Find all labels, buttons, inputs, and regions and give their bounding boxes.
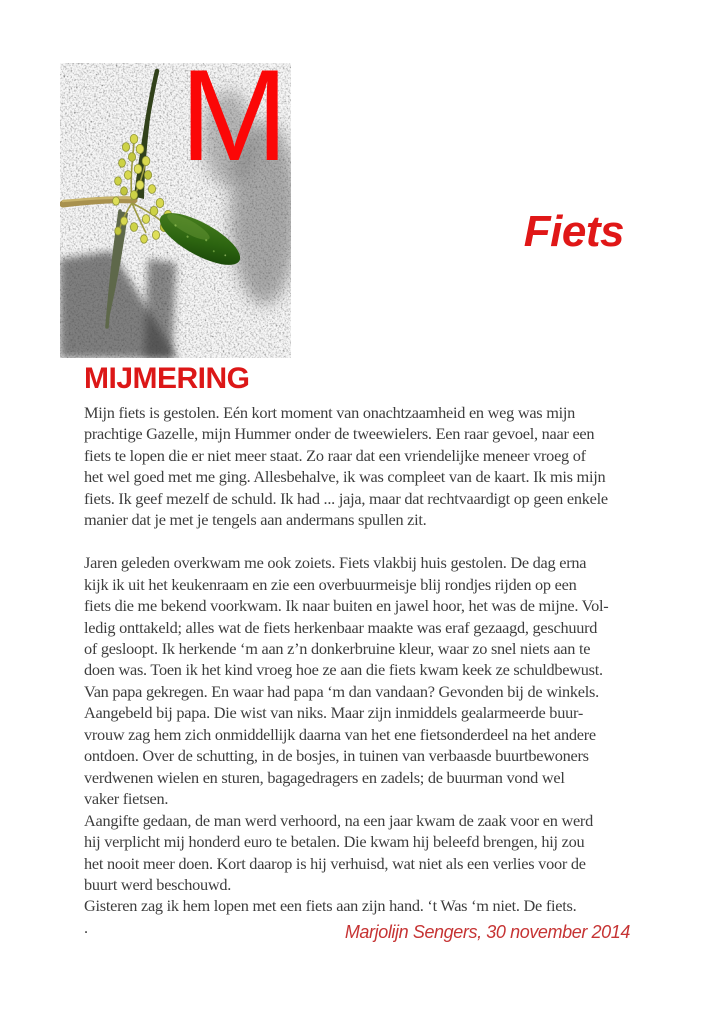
text-line: verdwenen wielen en sturen, bagagedragers en zadels; de buurman vond wel (84, 767, 565, 787)
text-line: Jaren geleden overkwam me ook zoiets. Fiets vlakbij huis gestolen. De dag erna (84, 553, 587, 573)
text-line: Aangifte gedaan, de man werd verhoord, na een jaar kwam de zaak voor en werd (84, 810, 593, 830)
page-title: Fiets (523, 207, 624, 256)
text-line: ontdoen. Over de schutting, in de bosjes, in tuinen van verbaasde buurtbewoners (84, 746, 589, 766)
text-line: vaker fietsen. (84, 789, 169, 809)
text-line: Gisteren zag ik hem lopen met een fiets aan zijn hand. ‘t Was ‘m niet. De fiets. (84, 896, 577, 916)
text-line: fiets die me bekend voorkwam. Ik naar buiten en jawel hoor, het was de mijne. Vol- (84, 596, 609, 616)
text-line: Mijn fiets is gestolen. Eén kort moment van onachtzaamheid en weg was mijn (84, 403, 576, 422)
text-line: vrouw zag hem zich onmiddellijk daarna van het ene fietsonderdeel na het andere (84, 724, 596, 744)
section-heading: MIJMERING (84, 362, 250, 395)
text-line: ledig onttakeld; alles wat de fiets herkenbaar maakte was eraf gezaagd, geschuurd (84, 617, 598, 637)
text-line: fiets. Ik geef mezelf de schuld. Ik had ... jaja, maar dat rechtvaardigt op geen enkele (84, 488, 608, 508)
text-line: fiets te lopen die er niet meer staat. Zo raar dat een vriendelijke meneer vroeg of (84, 445, 586, 465)
text-line: doen was. Toen ik het kind vroeg hoe ze aan die fiets kwam keek ze schuldbewust. (84, 660, 603, 680)
paragraph (84, 402, 684, 531)
text-line: buurt werd beschouwd. (84, 874, 232, 894)
text-line: kijk ik uit het keukenraam en zie een overbuurmeisje blij rondjes rijden op een (84, 574, 577, 594)
paragraph (84, 552, 684, 809)
text-line: het wel goed met me ging. Allesbehalve, ik was compleet van de kaart. Ik mis mijn (84, 467, 606, 487)
text-line: manier dat je met je tengels aan andermans spullen zit. (84, 510, 427, 530)
paragraph (84, 810, 684, 896)
drop-cap-m: M (180, 42, 289, 188)
text-line: prachtige Gazelle, mijn Hummer onder de tweewielers. Een raar gevoel, naar een (84, 424, 595, 444)
text-line: Aangebeld bij papa. Die wist van niks. Maar zijn inmiddels gealarmeerde buur- (84, 703, 583, 723)
text-line: het nooit meer doen. Kort daarop is hij verhuisd, wat niet als een verlies voor de (84, 853, 586, 873)
text-line: Van papa gekregen. En waar had papa ‘m dan vandaan? Gevonden bij de winkels. (84, 681, 599, 701)
text-line: . (84, 917, 88, 937)
signature-line: Marjolijn Sengers, 30 november 2014 (344, 922, 630, 942)
article-body (84, 402, 684, 938)
text-line: of gesloopt. Ik herkende ‘m aan z’n donkerbruine kleur, waar zo snel niets aan te (84, 638, 591, 658)
text-line: hij verplicht mij honderd euro te betalen. Die kwam hij beleefd brengen, hij zou (84, 832, 585, 852)
